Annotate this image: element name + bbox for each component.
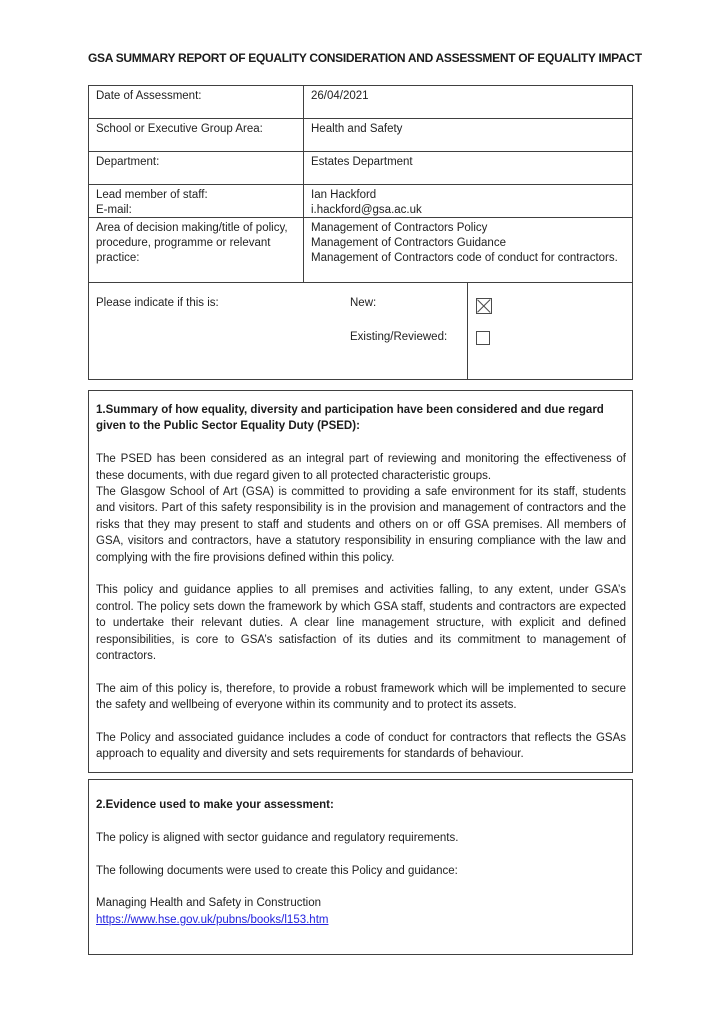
indicate-checkbox-cell <box>468 283 633 379</box>
section-1-psed-summary <box>88 390 633 773</box>
code-of-conduct-doc-line: Management of Contractors code of conduct for contractors. <box>311 252 618 265</box>
checkbox-new[interactable] <box>476 298 492 314</box>
section-1-heading: 1.Summary of how equality, diversity and participation have been considered and due regard given to the Public Sector Equality Duty (PSED): <box>96 404 604 433</box>
school-group-area-value: Health and Safety <box>311 123 403 135</box>
lead-staff-name: Ian Hackford <box>311 189 377 201</box>
option-existing-label: Existing/Reviewed: <box>350 331 448 343</box>
section-2-evidence <box>88 779 633 955</box>
section-1-paragraph: The Glasgow School of Art (GSA) is committed to providing a safe environment for its staff, students and visitors. Part of this safety responsibility is in the provision and management of contractors and the risks that they may present to staff and students and others on or off GSA premises. All members of GSA, visitors and contractors, have a statutory responsibility in ensuring compliance with the law and complying with the fire provisions defined within this policy. <box>96 486 626 564</box>
section-1-paragraph: The PSED has been considered as an integral part of reviewing and monitoring the effectiveness of these documents, with due regard given to all protected characteristic groups. <box>96 453 626 482</box>
policy-doc-line: Management of Contractors Policy <box>311 222 488 234</box>
section-2-paragraph: Managing Health and Safety in Construction <box>96 897 322 910</box>
decision-area-value <box>304 218 632 282</box>
table-row-date <box>89 86 632 119</box>
section-1-paragraph: This policy and guidance applies to all premises and activities falling, to any extent, under GSA’s control. The policy sets down the framework by which GSA staff, students and contractors are expected to undertake their relevant duties. A clear line management structure, with explicit and defined responsibilities, is core to GSA’s satisfaction of its duties and its commitment to management of contractors. <box>96 584 626 663</box>
page-title: GSA SUMMARY REPORT OF EQUALITY CONSIDERATION AND ASSESSMENT OF EQUALITY IMPACT <box>88 51 642 65</box>
date-of-assessment-value: 26/04/2021 <box>311 90 369 102</box>
school-group-area-label: School or Executive Group Area: <box>89 119 304 151</box>
table-row-department <box>89 152 632 185</box>
table-row-indicate <box>89 283 632 379</box>
hse-guidance-link[interactable]: https://www.hse.gov.uk/pubns/books/l153.htm <box>96 913 329 926</box>
department-label: Department: <box>89 152 304 184</box>
lead-staff-email-value <box>304 185 632 217</box>
indicate-labels-cell <box>89 283 468 379</box>
guidance-doc-line: Management of Contractors Guidance <box>311 237 506 250</box>
hse-guidance-link-line <box>96 912 626 928</box>
date-of-assessment-label: Date of Assessment: <box>89 86 304 118</box>
lead-staff-email: i.hackford@gsa.ac.uk <box>311 204 422 217</box>
indicate-prompt-label: Please indicate if this is: <box>96 297 219 309</box>
table-row-school <box>89 119 632 152</box>
email-label-line: E-mail: <box>96 204 132 217</box>
decision-area-label: Area of decision making/title of policy, procedure, programme or relevant practice: <box>89 218 304 282</box>
section-2-paragraph: The following documents were used to create this Policy and guidance: <box>96 864 458 877</box>
lead-staff-label-line: Lead member of staff: <box>96 189 208 201</box>
table-row-lead-staff <box>89 185 632 218</box>
department-value: Estates Department <box>311 156 413 168</box>
section-1-paragraph: The Policy and associated guidance includes a code of conduct for contractors that reflects the GSAs approach to equality and diversity and sets requirements for standards of behaviour. <box>96 732 626 761</box>
section-2-paragraph: The policy is aligned with sector guidance and regulatory requirements. <box>96 831 459 844</box>
section-2-heading: 2.Evidence used to make your assessment: <box>96 799 334 811</box>
checkbox-existing-reviewed[interactable] <box>476 331 490 345</box>
lead-staff-email-label <box>89 185 304 217</box>
option-new-label: New: <box>350 297 377 309</box>
table-row-decision-area <box>89 218 632 283</box>
assessment-info-table <box>88 85 633 380</box>
section-1-paragraph: The aim of this policy is, therefore, to provide a robust framework which will be implemented to secure the safety and wellbeing of everyone within its community and to protect its assets. <box>96 682 626 712</box>
